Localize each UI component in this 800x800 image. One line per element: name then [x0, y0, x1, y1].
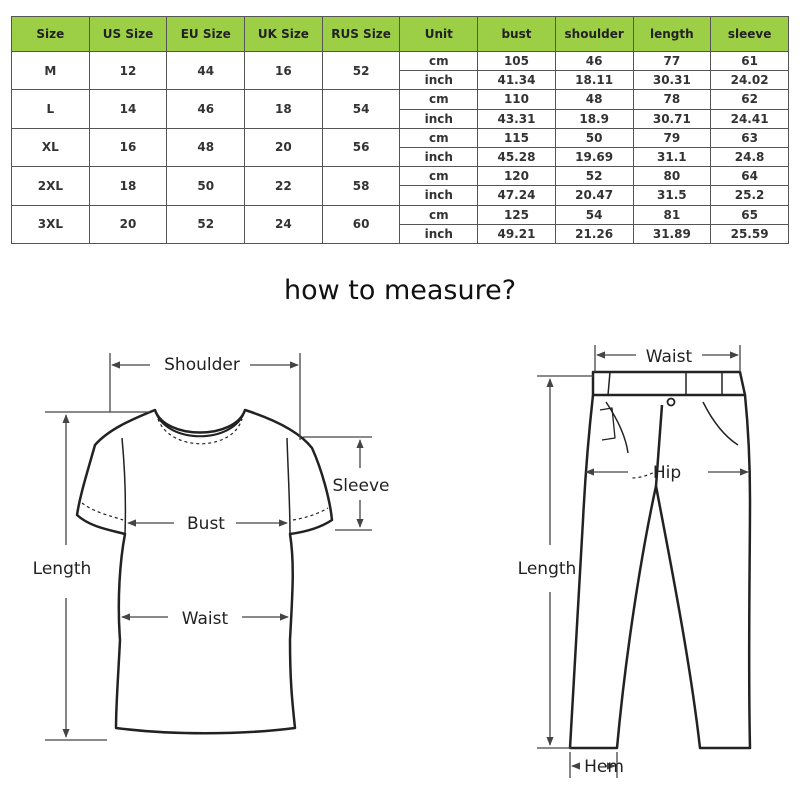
cell-shoulder: 19.69 — [555, 147, 633, 166]
cell-bust: 47.24 — [478, 186, 556, 205]
cell-bust: 45.28 — [478, 147, 556, 166]
shirt-label-bust: Bust — [187, 514, 225, 534]
cell-eu-size: 52 — [167, 205, 245, 244]
cell-eu-size: 44 — [167, 52, 245, 90]
cell-sleeve: 64 — [711, 167, 789, 186]
cell-unit: cm — [400, 52, 478, 71]
cell-size: 2XL — [12, 167, 90, 205]
cell-us-size: 12 — [89, 52, 167, 90]
cell-uk-size: 18 — [245, 90, 323, 128]
cell-size: XL — [12, 128, 90, 166]
cell-bust: 41.34 — [478, 71, 556, 90]
cell-length: 78 — [633, 90, 711, 109]
cell-unit: cm — [400, 90, 478, 109]
cell-uk-size: 22 — [245, 167, 323, 205]
cell-bust: 115 — [478, 128, 556, 147]
cell-uk-size: 20 — [245, 128, 323, 166]
cell-unit: cm — [400, 205, 478, 224]
cell-rus-size: 56 — [322, 128, 400, 166]
cell-shoulder: 50 — [555, 128, 633, 147]
cell-us-size: 20 — [89, 205, 167, 244]
cell-uk-size: 16 — [245, 52, 323, 90]
cell-bust: 120 — [478, 167, 556, 186]
cell-length: 31.5 — [633, 186, 711, 205]
cell-shoulder: 18.9 — [555, 109, 633, 128]
cell-sleeve: 65 — [711, 205, 789, 224]
cell-length: 30.71 — [633, 109, 711, 128]
cell-length: 31.89 — [633, 224, 711, 243]
header-uk-size: UK Size — [245, 17, 323, 52]
cell-shoulder: 46 — [555, 52, 633, 71]
cell-us-size: 16 — [89, 128, 167, 166]
cell-bust: 125 — [478, 205, 556, 224]
header-sleeve: sleeve — [711, 17, 789, 52]
cell-unit: cm — [400, 128, 478, 147]
cell-bust: 105 — [478, 52, 556, 71]
header-rus-size: RUS Size — [322, 17, 400, 52]
shirt-label-waist: Waist — [181, 609, 229, 629]
cell-us-size: 14 — [89, 90, 167, 128]
header-bust: bust — [478, 17, 556, 52]
cell-size: L — [12, 90, 90, 128]
cell-shoulder: 54 — [555, 205, 633, 224]
cell-sleeve: 24.02 — [711, 71, 789, 90]
cell-shoulder: 18.11 — [555, 71, 633, 90]
cell-size: 3XL — [12, 205, 90, 244]
cell-length: 31.1 — [633, 147, 711, 166]
cell-shoulder: 20.47 — [555, 186, 633, 205]
cell-sleeve: 63 — [711, 128, 789, 147]
cell-length: 77 — [633, 52, 711, 71]
header-us-size: US Size — [89, 17, 167, 52]
cell-eu-size: 46 — [167, 90, 245, 128]
cell-bust: 49.21 — [478, 224, 556, 243]
cell-length: 79 — [633, 128, 711, 147]
shirt-label-length: Length — [32, 559, 92, 579]
cell-sleeve: 61 — [711, 52, 789, 71]
pants-label-hem: Hem — [584, 757, 624, 777]
tshirt-illustration — [77, 410, 332, 733]
header-length: length — [633, 17, 711, 52]
shirt-label-sleeve: Sleeve — [332, 476, 390, 496]
cell-rus-size: 58 — [322, 167, 400, 205]
tshirt-dimension-lines — [45, 353, 372, 740]
header-unit: Unit — [400, 17, 478, 52]
cell-shoulder: 21.26 — [555, 224, 633, 243]
cell-eu-size: 48 — [167, 128, 245, 166]
pants-label-hip: Hip — [652, 463, 682, 483]
cell-unit: cm — [400, 167, 478, 186]
cell-unit: inch — [400, 186, 478, 205]
cell-bust: 43.31 — [478, 109, 556, 128]
pants-label-waist: Waist — [645, 347, 693, 367]
cell-sleeve: 24.41 — [711, 109, 789, 128]
cell-length: 81 — [633, 205, 711, 224]
cell-rus-size: 60 — [322, 205, 400, 244]
cell-us-size: 18 — [89, 167, 167, 205]
cell-unit: inch — [400, 224, 478, 243]
pants-label-length: Length — [517, 559, 577, 579]
cell-sleeve: 25.2 — [711, 186, 789, 205]
cell-unit: inch — [400, 71, 478, 90]
cell-shoulder: 48 — [555, 90, 633, 109]
cell-rus-size: 52 — [322, 52, 400, 90]
cell-length: 80 — [633, 167, 711, 186]
cell-sleeve: 25.59 — [711, 224, 789, 243]
cell-size: M — [12, 52, 90, 90]
cell-rus-size: 54 — [322, 90, 400, 128]
header-eu-size: EU Size — [167, 17, 245, 52]
cell-sleeve: 62 — [711, 90, 789, 109]
cell-shoulder: 52 — [555, 167, 633, 186]
header-size: Size — [12, 17, 90, 52]
header-shoulder: shoulder — [555, 17, 633, 52]
cell-uk-size: 24 — [245, 205, 323, 244]
shirt-label-shoulder: Shoulder — [164, 355, 240, 375]
cell-length: 30.31 — [633, 71, 711, 90]
cell-sleeve: 24.8 — [711, 147, 789, 166]
page-heading: how to measure? — [283, 275, 517, 306]
cell-unit: inch — [400, 147, 478, 166]
cell-eu-size: 50 — [167, 167, 245, 205]
cell-bust: 110 — [478, 90, 556, 109]
cell-unit: inch — [400, 109, 478, 128]
pants-illustration — [570, 372, 750, 748]
